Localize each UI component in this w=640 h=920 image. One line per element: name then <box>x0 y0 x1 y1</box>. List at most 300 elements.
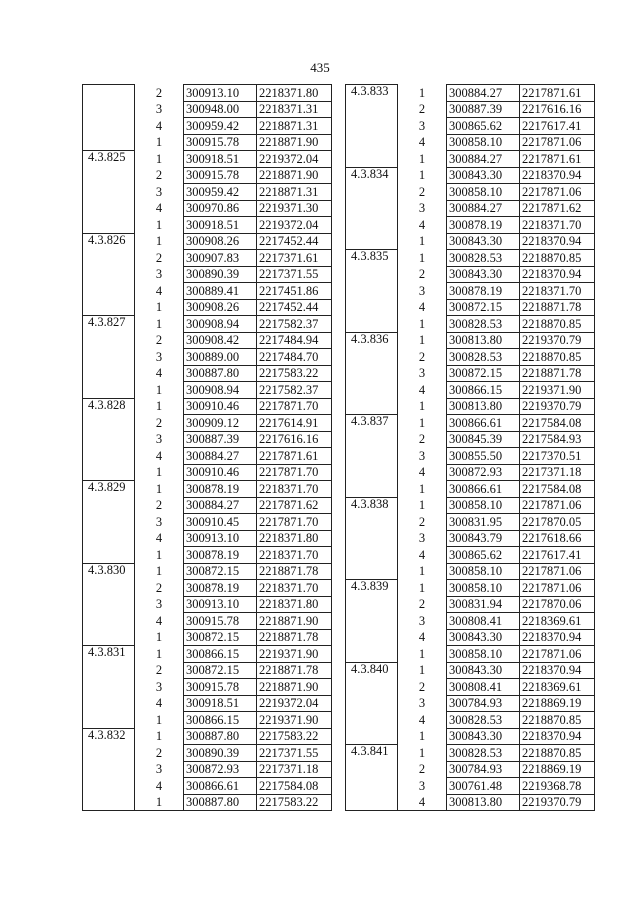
x-coordinate: 300884.27 <box>447 200 520 217</box>
table-row <box>346 481 595 498</box>
table-row <box>83 497 332 514</box>
section-number <box>346 118 398 135</box>
y-coordinate: 2217371.55 <box>257 266 332 283</box>
table-row <box>346 85 595 102</box>
point-number: 1 <box>398 233 447 250</box>
point-number: 1 <box>398 481 447 498</box>
table-row <box>346 200 595 217</box>
table-row <box>346 398 595 415</box>
x-coordinate: 300866.61 <box>447 415 520 432</box>
point-number: 4 <box>398 629 447 646</box>
table-row <box>346 167 595 184</box>
table-row <box>83 151 332 168</box>
table-row <box>83 778 332 795</box>
point-number: 4 <box>135 283 184 300</box>
table-row <box>346 761 595 778</box>
section-number <box>83 266 135 283</box>
section-number <box>346 695 398 712</box>
table-row <box>83 250 332 267</box>
x-coordinate: 300828.53 <box>447 712 520 729</box>
coordinate-table-left <box>82 84 332 811</box>
y-coordinate: 2218870.85 <box>520 349 595 366</box>
x-coordinate: 300828.53 <box>447 745 520 762</box>
point-number: 1 <box>398 167 447 184</box>
x-coordinate: 300959.42 <box>184 184 257 201</box>
x-coordinate: 300872.93 <box>447 464 520 481</box>
x-coordinate: 300890.39 <box>184 266 257 283</box>
y-coordinate: 2217871.70 <box>257 464 332 481</box>
point-number: 3 <box>135 101 184 118</box>
y-coordinate: 2217617.41 <box>520 118 595 135</box>
x-coordinate: 300887.80 <box>184 365 257 382</box>
section-number: 4.3.836 <box>346 332 398 349</box>
section-number <box>83 118 135 135</box>
y-coordinate: 2218370.94 <box>520 266 595 283</box>
x-coordinate: 300828.53 <box>447 349 520 366</box>
point-number: 2 <box>135 662 184 679</box>
table-row <box>83 712 332 729</box>
x-coordinate: 300808.41 <box>447 679 520 696</box>
y-coordinate: 2219370.79 <box>520 332 595 349</box>
table-row <box>346 745 595 762</box>
point-number: 3 <box>398 613 447 630</box>
table-row <box>83 299 332 316</box>
y-coordinate: 2217871.06 <box>520 134 595 151</box>
table-row <box>83 167 332 184</box>
x-coordinate: 300884.27 <box>447 85 520 102</box>
y-coordinate: 2217371.18 <box>520 464 595 481</box>
y-coordinate: 2218370.94 <box>520 167 595 184</box>
section-number <box>83 547 135 564</box>
point-number: 4 <box>135 778 184 795</box>
point-number: 4 <box>135 200 184 217</box>
x-coordinate: 300761.48 <box>447 778 520 795</box>
table-row <box>346 547 595 564</box>
x-coordinate: 300865.62 <box>447 547 520 564</box>
section-number <box>83 580 135 597</box>
x-coordinate: 300843.30 <box>447 167 520 184</box>
section-number: 4.3.827 <box>83 316 135 333</box>
y-coordinate: 2218869.19 <box>520 695 595 712</box>
y-coordinate: 2217582.37 <box>257 382 332 399</box>
point-number: 4 <box>398 464 447 481</box>
point-number: 2 <box>398 431 447 448</box>
table-row <box>346 629 595 646</box>
x-coordinate: 300878.19 <box>447 283 520 300</box>
section-number <box>346 349 398 366</box>
x-coordinate: 300813.80 <box>447 398 520 415</box>
table-row <box>346 332 595 349</box>
section-number <box>83 101 135 118</box>
y-coordinate: 2217451.86 <box>257 283 332 300</box>
section-number <box>83 134 135 151</box>
y-coordinate: 2219372.04 <box>257 151 332 168</box>
y-coordinate: 2218369.61 <box>520 679 595 696</box>
x-coordinate: 300908.42 <box>184 332 257 349</box>
point-number: 1 <box>135 151 184 168</box>
point-number: 2 <box>398 761 447 778</box>
section-number <box>83 184 135 201</box>
y-coordinate: 2217484.94 <box>257 332 332 349</box>
y-coordinate: 2217371.55 <box>257 745 332 762</box>
y-coordinate: 2217617.41 <box>520 547 595 564</box>
x-coordinate: 300858.10 <box>447 497 520 514</box>
table-row <box>83 184 332 201</box>
table-row <box>83 481 332 498</box>
table-row <box>83 629 332 646</box>
x-coordinate: 300913.10 <box>184 85 257 102</box>
x-coordinate: 300828.53 <box>447 316 520 333</box>
point-number: 1 <box>398 563 447 580</box>
point-number: 2 <box>135 497 184 514</box>
section-number: 4.3.831 <box>83 646 135 663</box>
x-coordinate: 300878.19 <box>184 481 257 498</box>
coordinate-table-right <box>345 84 595 811</box>
section-number <box>346 530 398 547</box>
y-coordinate: 2217584.93 <box>520 431 595 448</box>
point-number: 1 <box>398 497 447 514</box>
x-coordinate: 300884.27 <box>184 448 257 465</box>
section-number: 4.3.839 <box>346 580 398 597</box>
section-number <box>346 200 398 217</box>
y-coordinate: 2217583.22 <box>257 365 332 382</box>
section-number <box>83 745 135 762</box>
table-row <box>83 596 332 613</box>
point-number: 1 <box>135 382 184 399</box>
table-row <box>346 184 595 201</box>
section-number <box>83 712 135 729</box>
section-number <box>346 365 398 382</box>
point-number: 1 <box>135 481 184 498</box>
point-number: 1 <box>398 398 447 415</box>
point-number: 3 <box>135 596 184 613</box>
y-coordinate: 2218871.78 <box>257 662 332 679</box>
point-number: 1 <box>398 250 447 267</box>
y-coordinate: 2219372.04 <box>257 217 332 234</box>
y-coordinate: 2217614.91 <box>257 415 332 432</box>
point-number: 1 <box>398 332 447 349</box>
table-row <box>346 365 595 382</box>
x-coordinate: 300959.42 <box>184 118 257 135</box>
x-coordinate: 300843.30 <box>447 629 520 646</box>
point-number: 1 <box>398 580 447 597</box>
point-number: 3 <box>135 266 184 283</box>
x-coordinate: 300866.15 <box>184 712 257 729</box>
x-coordinate: 300887.80 <box>184 728 257 745</box>
y-coordinate: 2218870.85 <box>520 745 595 762</box>
section-number: 4.3.825 <box>83 151 135 168</box>
section-number: 4.3.833 <box>346 85 398 102</box>
x-coordinate: 300908.94 <box>184 382 257 399</box>
table-row <box>83 464 332 481</box>
x-coordinate: 300858.10 <box>447 184 520 201</box>
table-row <box>83 695 332 712</box>
section-number <box>346 217 398 234</box>
table-row <box>83 85 332 102</box>
table-row <box>346 382 595 399</box>
section-number <box>346 299 398 316</box>
table-row <box>346 613 595 630</box>
y-coordinate: 2218870.85 <box>520 316 595 333</box>
table-row <box>83 448 332 465</box>
table-row <box>346 101 595 118</box>
section-number <box>346 134 398 151</box>
point-number: 4 <box>398 217 447 234</box>
point-number: 3 <box>398 118 447 135</box>
table-row <box>346 728 595 745</box>
x-coordinate: 300915.78 <box>184 167 257 184</box>
point-number: 1 <box>135 233 184 250</box>
table-row <box>83 316 332 333</box>
section-number <box>346 184 398 201</box>
y-coordinate: 2218371.31 <box>257 101 332 118</box>
x-coordinate: 300872.93 <box>184 761 257 778</box>
x-coordinate: 300915.78 <box>184 679 257 696</box>
table-row <box>346 431 595 448</box>
point-number: 1 <box>135 299 184 316</box>
x-coordinate: 300908.94 <box>184 316 257 333</box>
table-row <box>346 794 595 811</box>
section-number <box>83 415 135 432</box>
point-number: 1 <box>135 398 184 415</box>
table-row <box>83 283 332 300</box>
table-row <box>346 151 595 168</box>
y-coordinate: 2217871.61 <box>520 85 595 102</box>
y-coordinate: 2218870.85 <box>520 250 595 267</box>
section-number <box>83 679 135 696</box>
y-coordinate: 2218371.70 <box>520 217 595 234</box>
section-number <box>346 629 398 646</box>
point-number: 2 <box>135 332 184 349</box>
y-coordinate: 2218369.61 <box>520 613 595 630</box>
point-number: 3 <box>398 530 447 547</box>
table-row <box>83 233 332 250</box>
section-number <box>83 200 135 217</box>
table-row <box>346 712 595 729</box>
point-number: 1 <box>398 415 447 432</box>
section-number <box>346 613 398 630</box>
x-coordinate: 300878.19 <box>184 580 257 597</box>
y-coordinate: 2217871.06 <box>520 563 595 580</box>
y-coordinate: 2218371.80 <box>257 85 332 102</box>
table-row <box>346 497 595 514</box>
table-row <box>346 299 595 316</box>
point-number: 1 <box>135 217 184 234</box>
section-number: 4.3.829 <box>83 481 135 498</box>
table-row <box>83 646 332 663</box>
y-coordinate: 2217871.06 <box>520 646 595 663</box>
point-number: 1 <box>135 646 184 663</box>
y-coordinate: 2218871.78 <box>257 563 332 580</box>
section-number <box>346 563 398 580</box>
table-row <box>83 332 332 349</box>
section-number <box>83 530 135 547</box>
section-number <box>346 266 398 283</box>
y-coordinate: 2218871.90 <box>257 679 332 696</box>
y-coordinate: 2217371.18 <box>257 761 332 778</box>
y-coordinate: 2218871.90 <box>257 167 332 184</box>
table-row <box>83 217 332 234</box>
y-coordinate: 2218871.90 <box>257 613 332 630</box>
y-coordinate: 2218370.94 <box>520 233 595 250</box>
x-coordinate: 300784.93 <box>447 761 520 778</box>
table-row <box>346 283 595 300</box>
table-row <box>83 382 332 399</box>
table-row <box>83 431 332 448</box>
x-coordinate: 300948.00 <box>184 101 257 118</box>
y-coordinate: 2218371.70 <box>257 580 332 597</box>
table-row <box>83 134 332 151</box>
point-number: 1 <box>135 563 184 580</box>
y-coordinate: 2217871.06 <box>520 184 595 201</box>
point-number: 4 <box>135 118 184 135</box>
y-coordinate: 2218370.94 <box>520 728 595 745</box>
section-number <box>83 250 135 267</box>
section-number <box>83 85 135 102</box>
point-number: 1 <box>135 134 184 151</box>
y-coordinate: 2217618.66 <box>520 530 595 547</box>
x-coordinate: 300884.27 <box>184 497 257 514</box>
section-number <box>83 217 135 234</box>
table-row <box>83 662 332 679</box>
section-number <box>83 431 135 448</box>
point-number: 2 <box>398 514 447 531</box>
section-number: 4.3.840 <box>346 662 398 679</box>
x-coordinate: 300813.80 <box>447 794 520 811</box>
table-row <box>346 415 595 432</box>
table-row <box>83 679 332 696</box>
x-coordinate: 300889.00 <box>184 349 257 366</box>
y-coordinate: 2218871.90 <box>257 134 332 151</box>
y-coordinate: 2217871.06 <box>520 497 595 514</box>
point-number: 2 <box>398 596 447 613</box>
point-number: 4 <box>135 695 184 712</box>
section-number <box>346 712 398 729</box>
y-coordinate: 2218871.78 <box>520 299 595 316</box>
x-coordinate: 300828.53 <box>447 250 520 267</box>
section-number <box>83 761 135 778</box>
section-number <box>346 547 398 564</box>
point-number: 3 <box>135 761 184 778</box>
y-coordinate: 2217871.61 <box>257 448 332 465</box>
section-number <box>83 365 135 382</box>
x-coordinate: 300858.10 <box>447 134 520 151</box>
x-coordinate: 300872.15 <box>447 365 520 382</box>
point-number: 2 <box>398 101 447 118</box>
section-number: 4.3.841 <box>346 745 398 762</box>
x-coordinate: 300843.30 <box>447 728 520 745</box>
table-row <box>83 415 332 432</box>
table-row <box>346 217 595 234</box>
point-number: 2 <box>398 679 447 696</box>
section-number <box>346 398 398 415</box>
section-number: 4.3.838 <box>346 497 398 514</box>
section-number <box>346 514 398 531</box>
y-coordinate: 2217371.61 <box>257 250 332 267</box>
x-coordinate: 300855.50 <box>447 448 520 465</box>
table-row <box>83 398 332 415</box>
x-coordinate: 300887.39 <box>184 431 257 448</box>
table-row <box>83 530 332 547</box>
section-number <box>83 596 135 613</box>
y-coordinate: 2218871.31 <box>257 118 332 135</box>
x-coordinate: 300918.51 <box>184 695 257 712</box>
x-coordinate: 300907.83 <box>184 250 257 267</box>
y-coordinate: 2217616.16 <box>520 101 595 118</box>
point-number: 3 <box>135 514 184 531</box>
table-row <box>83 101 332 118</box>
section-number <box>83 514 135 531</box>
point-number: 4 <box>135 448 184 465</box>
point-number: 2 <box>135 85 184 102</box>
point-number: 4 <box>398 299 447 316</box>
point-number: 2 <box>398 184 447 201</box>
section-number <box>83 629 135 646</box>
table-row <box>83 563 332 580</box>
x-coordinate: 300831.94 <box>447 596 520 613</box>
x-coordinate: 300887.80 <box>184 794 257 811</box>
x-coordinate: 300865.62 <box>447 118 520 135</box>
section-number <box>83 778 135 795</box>
table-row <box>83 745 332 762</box>
section-number <box>83 349 135 366</box>
section-number: 4.3.830 <box>83 563 135 580</box>
x-coordinate: 300858.10 <box>447 563 520 580</box>
point-number: 1 <box>398 151 447 168</box>
section-number <box>83 448 135 465</box>
y-coordinate: 2217871.62 <box>520 200 595 217</box>
section-number <box>83 167 135 184</box>
y-coordinate: 2218871.31 <box>257 184 332 201</box>
x-coordinate: 300843.30 <box>447 266 520 283</box>
point-number: 3 <box>398 448 447 465</box>
point-number: 4 <box>398 794 447 811</box>
y-coordinate: 2217582.37 <box>257 316 332 333</box>
point-number: 3 <box>398 695 447 712</box>
point-number: 2 <box>135 580 184 597</box>
y-coordinate: 2217452.44 <box>257 233 332 250</box>
x-coordinate: 300784.93 <box>447 695 520 712</box>
table-row <box>346 646 595 663</box>
section-number <box>83 283 135 300</box>
table-row <box>346 514 595 531</box>
section-number: 4.3.834 <box>346 167 398 184</box>
table-row <box>346 349 595 366</box>
table-row <box>346 464 595 481</box>
y-coordinate: 2217870.06 <box>520 596 595 613</box>
point-number: 3 <box>398 283 447 300</box>
point-number: 4 <box>135 365 184 382</box>
section-number <box>346 316 398 333</box>
table-row <box>346 530 595 547</box>
section-number <box>346 283 398 300</box>
section-number: 4.3.826 <box>83 233 135 250</box>
x-coordinate: 300918.51 <box>184 217 257 234</box>
section-number <box>346 101 398 118</box>
y-coordinate: 2218871.78 <box>520 365 595 382</box>
point-number: 1 <box>398 728 447 745</box>
x-coordinate: 300845.39 <box>447 431 520 448</box>
x-coordinate: 300872.15 <box>447 299 520 316</box>
point-number: 2 <box>135 415 184 432</box>
table-row <box>83 580 332 597</box>
point-number: 2 <box>398 266 447 283</box>
section-number <box>83 464 135 481</box>
x-coordinate: 300910.46 <box>184 464 257 481</box>
y-coordinate: 2217584.08 <box>257 778 332 795</box>
point-number: 1 <box>135 728 184 745</box>
point-number: 1 <box>135 629 184 646</box>
